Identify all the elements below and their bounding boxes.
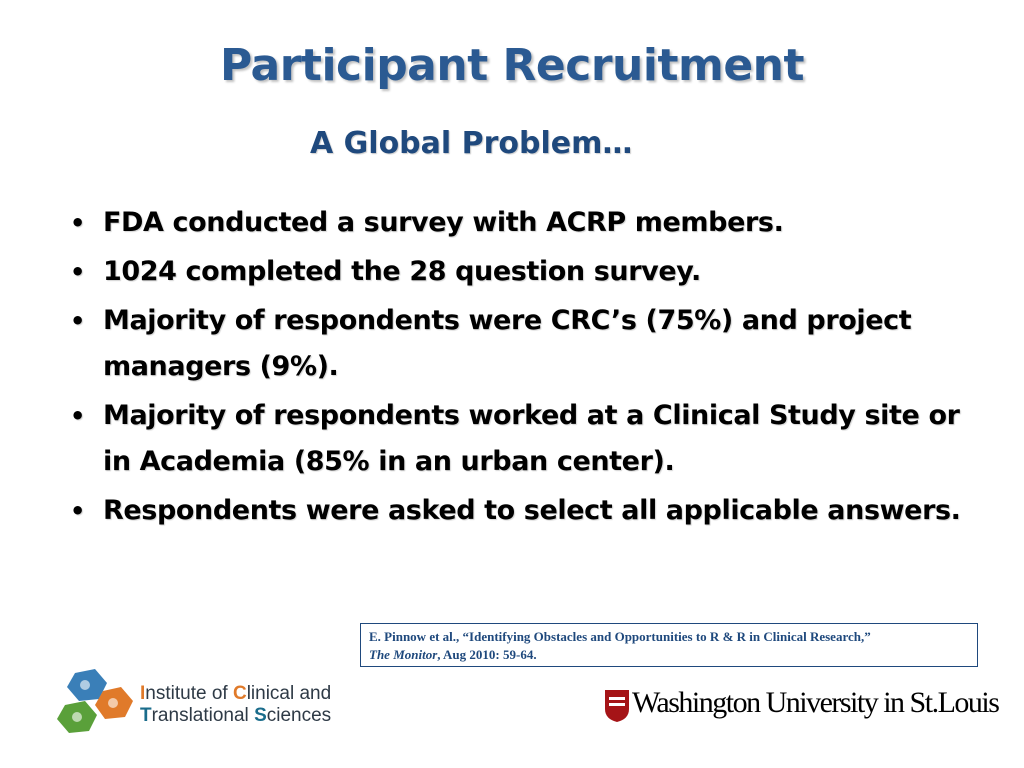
bullet-item xyxy=(70,298,970,390)
bullet-text: FDA conducted a survey with ACRP members. xyxy=(103,207,784,238)
slide-title: Participant Recruitment xyxy=(219,40,805,91)
citation-box xyxy=(360,623,978,667)
bullet-list xyxy=(70,200,970,537)
citation-line1: E. Pinnow et al., “Identifying Obstacles and Opportunities to R & R in Clinical Research,” xyxy=(369,629,871,644)
bullet-dot-icon: • xyxy=(70,307,85,335)
bullet-item xyxy=(70,200,970,246)
bullet-item xyxy=(70,393,970,485)
bullet-dot-icon: • xyxy=(70,258,85,286)
bullet-dot-icon: • xyxy=(70,497,85,525)
slide-subtitle: A Global Problem… xyxy=(310,126,633,161)
bullet-text: Majority of respondents worked at a Clinical Study site or in Academia (85% in an urban center). xyxy=(103,400,960,477)
bullet-text: Majority of respondents were CRC’s (75%) and project managers (9%). xyxy=(103,305,912,382)
citation-journal: The Monitor xyxy=(369,647,438,662)
wustl-logo-text: Washington University in St.Louis xyxy=(632,686,999,719)
bullet-text: 1024 completed the 28 question survey. xyxy=(103,256,701,287)
bullet-item xyxy=(70,249,970,295)
bullet-dot-icon: • xyxy=(70,209,85,237)
ics-logo-text: Institute of Clinical and Translational Sciences xyxy=(140,683,332,726)
bullet-item xyxy=(70,488,970,534)
bullet-text: Respondents were asked to select all applicable answers. xyxy=(103,495,961,526)
bullet-dot-icon: • xyxy=(70,402,85,430)
citation-details: , Aug 2010: 59-64. xyxy=(437,647,537,662)
wustl-shield-icon xyxy=(604,688,630,724)
